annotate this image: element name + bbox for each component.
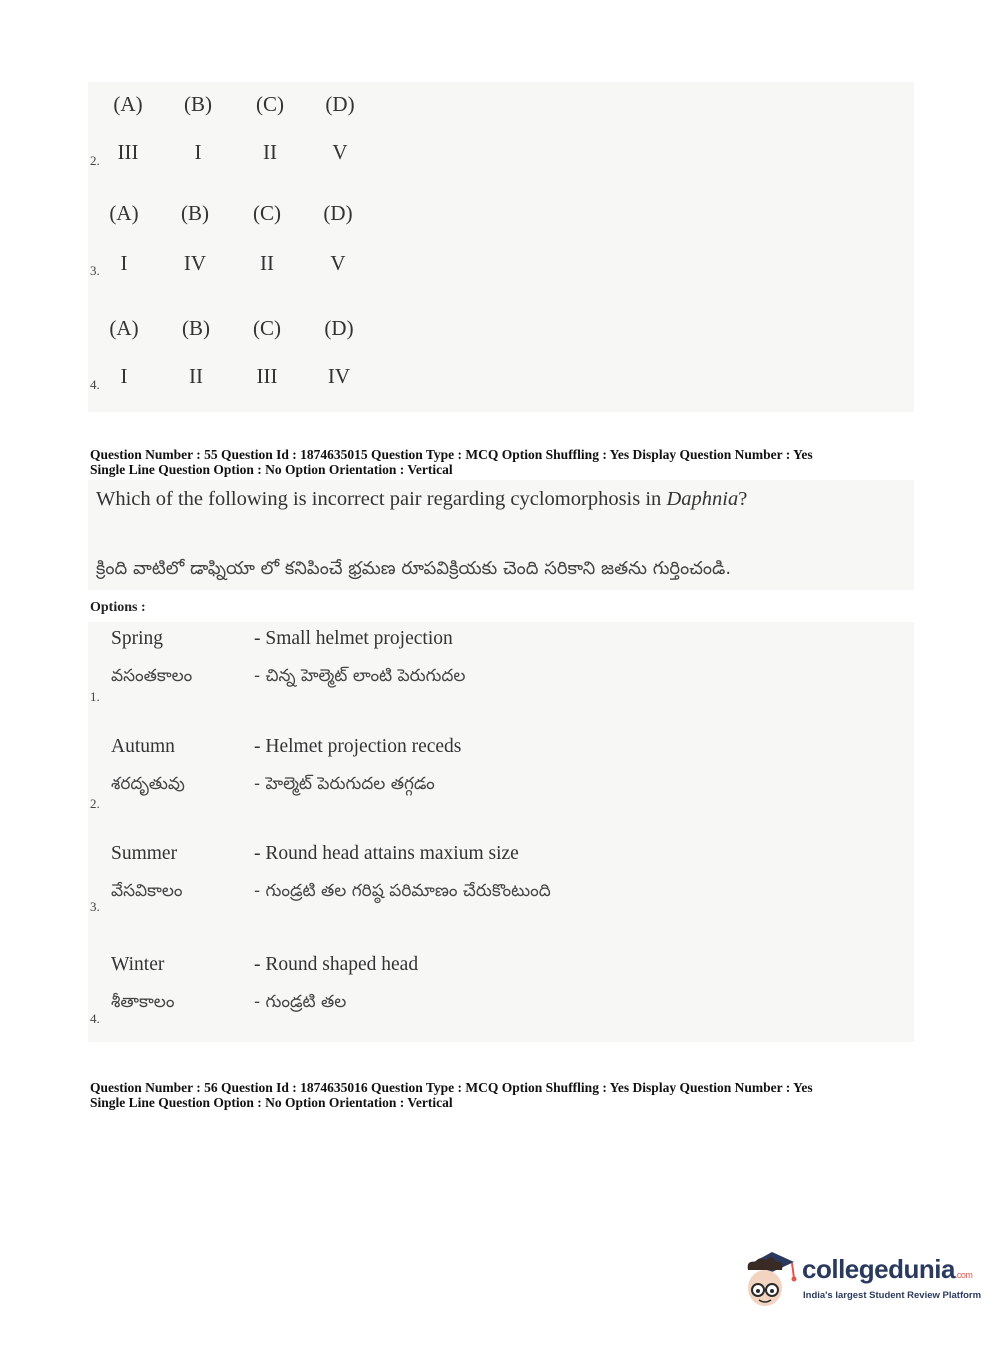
match-value-c: II — [263, 140, 277, 164]
question-meta-line1: Question Number : 56 Question Id : 1874635016 Question Type : MCQ Option Shuffling : Yes Display Question Number : Yes — [90, 1080, 813, 1095]
option-desc-te: - హెల్మెట్ పెరుగుదల తగ్గడం — [254, 774, 435, 794]
match-header-c: (C) — [256, 92, 284, 116]
match-header-c: (C) — [253, 201, 281, 225]
option-number: 1. — [90, 689, 100, 704]
match-header-d: (D) — [323, 201, 353, 225]
question-meta-line2: Single Line Question Option : No Option Orientation : Vertical — [90, 1095, 453, 1110]
match-header-row — [108, 201, 368, 227]
question-meta — [90, 1080, 813, 1110]
question-meta — [90, 447, 813, 477]
option-number: 4. — [90, 377, 100, 392]
option-number: 2. — [90, 796, 100, 811]
question-text-telugu: క్రింది వాటిలో డాఫ్నియా లో కనిపించే భ్రమణ రూపవిక్రియకు చెంది సరికాని జతను గుర్తించండి. — [96, 558, 732, 579]
match-header-d: (D) — [324, 316, 354, 340]
question-text-english: Which of the following is incorrect pair regarding cyclomorphosis in Daphnia? — [96, 488, 748, 510]
option-number: 3. — [90, 263, 100, 278]
match-header-b: (B) — [181, 201, 209, 225]
match-value-a: III — [117, 140, 139, 164]
match-value-b: I — [194, 140, 202, 164]
match-value-a: I — [120, 364, 128, 388]
option-desc-te: - చిన్న హెల్మెట్ లాంటి పెరుగుదల — [254, 666, 466, 686]
mascot-icon — [742, 1248, 800, 1312]
match-value-d: V — [332, 140, 348, 164]
match-header-a: (A) — [109, 316, 139, 340]
option-desc-te: - గుండ్రటి తల గరిష్ఠ పరిమాణం చేరుకొంటుంది — [254, 881, 551, 901]
species-name: Daphnia — [666, 488, 739, 510]
match-value-d: V — [330, 251, 346, 275]
option-season-en: Winter — [111, 954, 165, 975]
option-number: 3. — [90, 899, 100, 914]
match-value-row — [108, 251, 368, 277]
option-season-te: శీతాకాలం — [111, 992, 175, 1012]
option-desc-en: - Small helmet projection — [254, 628, 453, 649]
option-season-te: వసంతకాలం — [111, 666, 193, 686]
question-meta-line1: Question Number : 55 Question Id : 1874635015 Question Type : MCQ Option Shuffling : Yes Display Question Number : Yes — [90, 447, 813, 462]
match-header-row — [108, 316, 368, 342]
option-number: 2. — [90, 153, 100, 168]
match-header-a: (A) — [113, 92, 143, 116]
option-season-te: వేసవికాలం — [111, 881, 183, 901]
collegedunia-logo[interactable] — [742, 1248, 982, 1312]
option-desc-te: - గుండ్రటి తల — [254, 992, 347, 1012]
option-season-en: Autumn — [111, 736, 175, 757]
match-value-row — [108, 140, 368, 166]
question-meta-line2: Single Line Question Option : No Option Orientation : Vertical — [90, 462, 453, 477]
prev-options-panel — [88, 82, 914, 412]
option-season-en: Summer — [111, 843, 178, 864]
match-header-row — [108, 92, 368, 118]
match-header-c: (C) — [253, 316, 281, 340]
options-label: Options : — [90, 600, 146, 615]
match-header-b: (B) — [184, 92, 212, 116]
option-desc-en: - Round shaped head — [254, 954, 419, 975]
options-panel — [88, 622, 914, 1042]
match-value-d: IV — [327, 364, 351, 388]
match-header-d: (D) — [325, 92, 355, 116]
match-value-b: IV — [183, 251, 207, 275]
match-header-a: (A) — [109, 201, 139, 225]
match-value-b: II — [189, 364, 203, 388]
option-season-te: శరదృతువు — [111, 774, 185, 794]
brand-suffix: .com — [954, 1270, 973, 1280]
match-header-b: (B) — [182, 316, 210, 340]
brand-name: collegedunia.com — [802, 1254, 973, 1284]
match-value-c: III — [256, 364, 278, 388]
option-desc-en: - Round head attains maxium size — [254, 843, 519, 864]
option-desc-en: - Helmet projection receds — [254, 736, 462, 757]
match-value-c: II — [260, 251, 274, 275]
brand-tagline: India's largest Student Review Platform — [803, 1290, 982, 1301]
option-season-en: Spring — [111, 628, 164, 649]
match-value-row — [108, 364, 368, 390]
match-value-a: I — [120, 251, 128, 275]
option-number: 4. — [90, 1011, 100, 1026]
